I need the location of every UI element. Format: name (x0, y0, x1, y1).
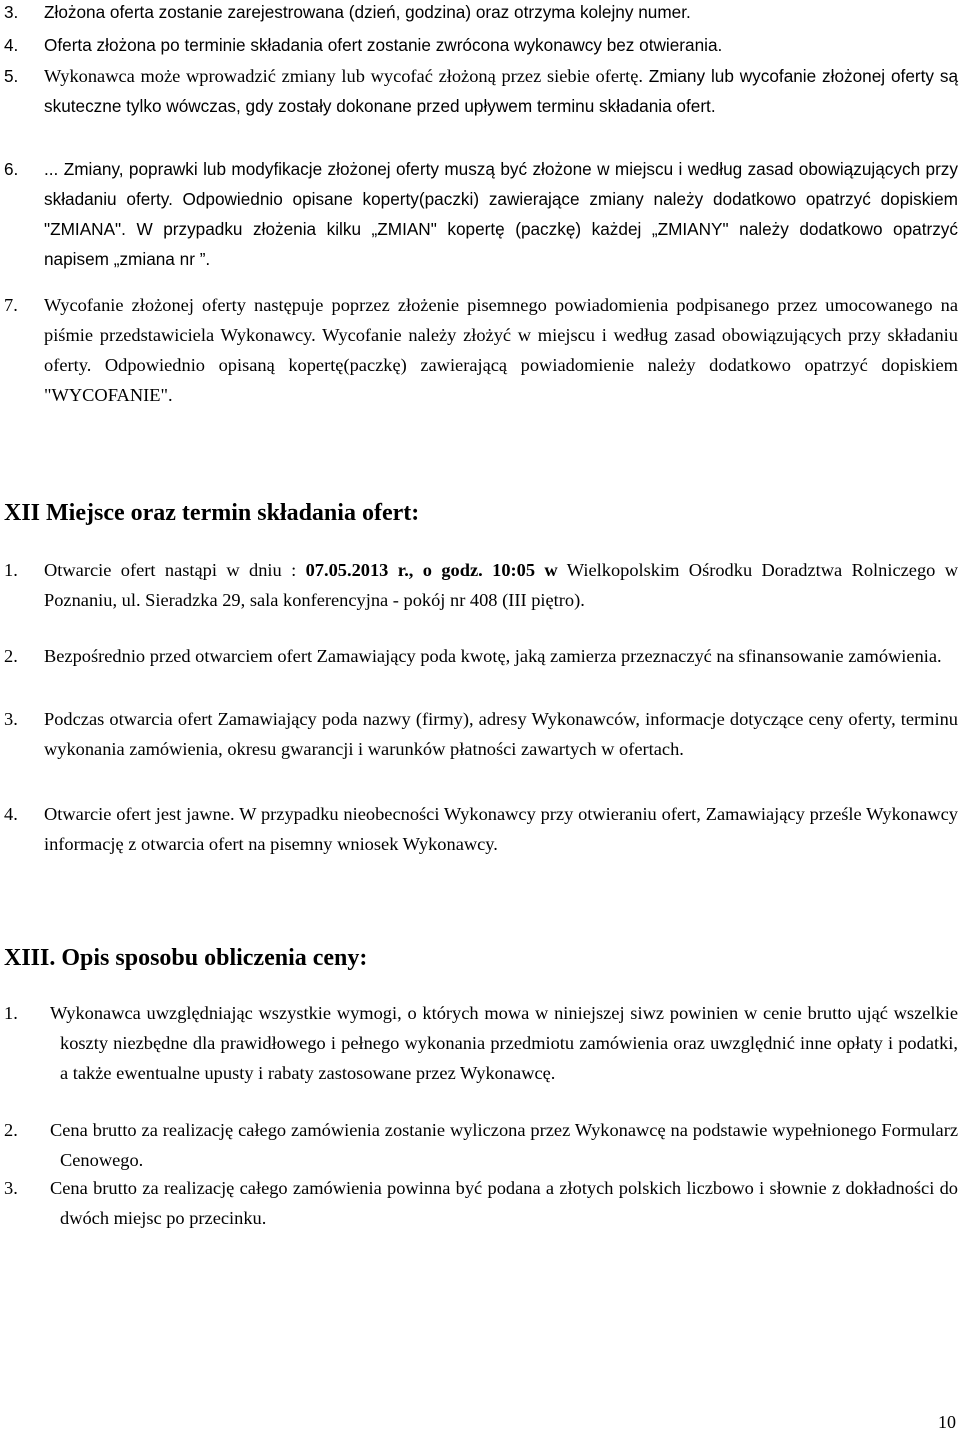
item-text: Podczas otwarcia ofert Zamawiający poda nazwy (firmy), adresy Wykonawców, informacje dotyczące ceny oferty, terminu wykonania zamówienia, okresu gwarancji i warunków płatności zawartych w ofertach. (44, 709, 958, 759)
item-text: Otwarcie ofert jest jawne. W przypadku nieobecności Wykonawcy przy otwieraniu ofert, Zamawiający prześle Wykonawcy informację z otwarcia ofert na pisemny wniosek Wykonawcy. (44, 804, 958, 854)
item-text-part-b: Zmiany lub wycofanie złożonej oferty są skuteczne tylko wówczas, gdy zostały dokonane przed upływem terminu składania ofert. (44, 66, 958, 116)
opening-time: 10:05 w (482, 560, 558, 580)
item-number: 2. (4, 646, 18, 666)
item-number: 5. (4, 66, 19, 86)
item-number: 1. (4, 1003, 18, 1023)
list-item (0, 704, 960, 764)
item-text-part-a: Wykonawca może wprowadzić zmiany lub wycofać złożoną przez siebie ofertę. (44, 66, 644, 86)
item-number: 4. (4, 35, 19, 55)
item-number: 3. (4, 1178, 18, 1198)
item-number: 3. (4, 2, 19, 22)
item-text: Bezpośrednio przed otwarciem ofert Zamawiający poda kwotę, jaką zamierza przeznaczyć na sfinansowanie zamówienia. (44, 646, 942, 666)
item-text-part-a: ... Zmiany, poprawki lub modyfikacje złożonej oferty muszą być złożone w miejscu i według zasad obowiązujących przy składaniu oferty. (44, 159, 958, 209)
list-item (0, 290, 960, 410)
page-number: 10 (938, 1412, 956, 1432)
item-text: Oferta złożona po terminie składania ofert zostanie zwrócona wykonawcy bez otwierania. (44, 35, 723, 55)
list-item (0, 641, 960, 671)
section-heading: XII Miejsce oraz termin składania ofert: (4, 500, 420, 526)
item-number: 2. (4, 1120, 18, 1140)
item-text: Cena brutto za realizację całego zamówienia powinna być podana a złotych polskich liczbowo i słownie z dokładności do dwóch miejsc po przecinku. (50, 1178, 958, 1228)
section-heading: XIII. Opis sposobu obliczenia ceny: (4, 945, 368, 971)
opening-date: 07.05.2013 r., o godz. (305, 560, 483, 580)
opening-prefix: Otwarcie ofert nastąpi w dniu : (44, 560, 306, 580)
list-item (0, 61, 960, 121)
list-item (0, 30, 960, 60)
list-item (0, 998, 960, 1088)
item-text-part-b: Odpowiednio opisane koperty(paczki) zawierające zmiany należy dodatkowo opatrzyć dopiskiem "ZMIANA". W przypadku złożenia kilku „ZMIAN" kopertę (paczkę) każdej „ZMIANY" należy dodatkowo opatrzyć napisem „zmiana nr ”. (44, 189, 958, 269)
item-number: 3. (4, 709, 18, 729)
item-text: Wykonawca uwzględniając wszystkie wymogi, o których mowa w niniejszej siwz powinien w cenie brutto ująć wszelkie koszty niezbędne dla prawidłowego i pełnego wykonania przedmiotu zamówienia oraz uwzględnić inne opłaty i podatki, a także ewentualne upusty i rabaty zastosowane przez Wykonawcę. (50, 1003, 958, 1083)
item-number: 4. (4, 804, 18, 824)
item-number: 1. (4, 560, 18, 580)
list-item (0, 1115, 960, 1175)
item-number: 7. (4, 295, 18, 315)
list-item (0, 799, 960, 859)
list-item (0, 0, 960, 27)
list-item (0, 1173, 960, 1233)
list-item (0, 555, 960, 615)
list-item (0, 154, 960, 274)
item-text: Złożona oferta zostanie zarejestrowana (dzień, godzina) oraz otrzyma kolejny numer. (44, 2, 691, 22)
item-text: Cena brutto za realizację całego zamówienia zostanie wyliczona przez Wykonawcę na podstawie wypełnionego Formularz Cenowego. (50, 1120, 958, 1170)
item-number: 6. (4, 159, 19, 179)
item-text: Wycofanie złożonej oferty następuje poprzez złożenie pisemnego powiadomienia podpisanego przez umocowanego na piśmie przedstawiciela Wykonawcy. Wycofanie należy złożyć w miejscu i według zasad obowiązujących przy składaniu oferty. Odpowiednio opisaną kopertę(paczkę) zawierającą powiadomienie należy dodatkowo opatrzyć dopiskiem "WYCOFANIE". (44, 295, 958, 405)
opening-place: Wielkopolskim Ośrodku Doradztwa Rolniczego w Poznaniu, ul. Sieradzka 29, sala konferencyjna - pokój nr 408 (III piętro). (44, 560, 958, 610)
